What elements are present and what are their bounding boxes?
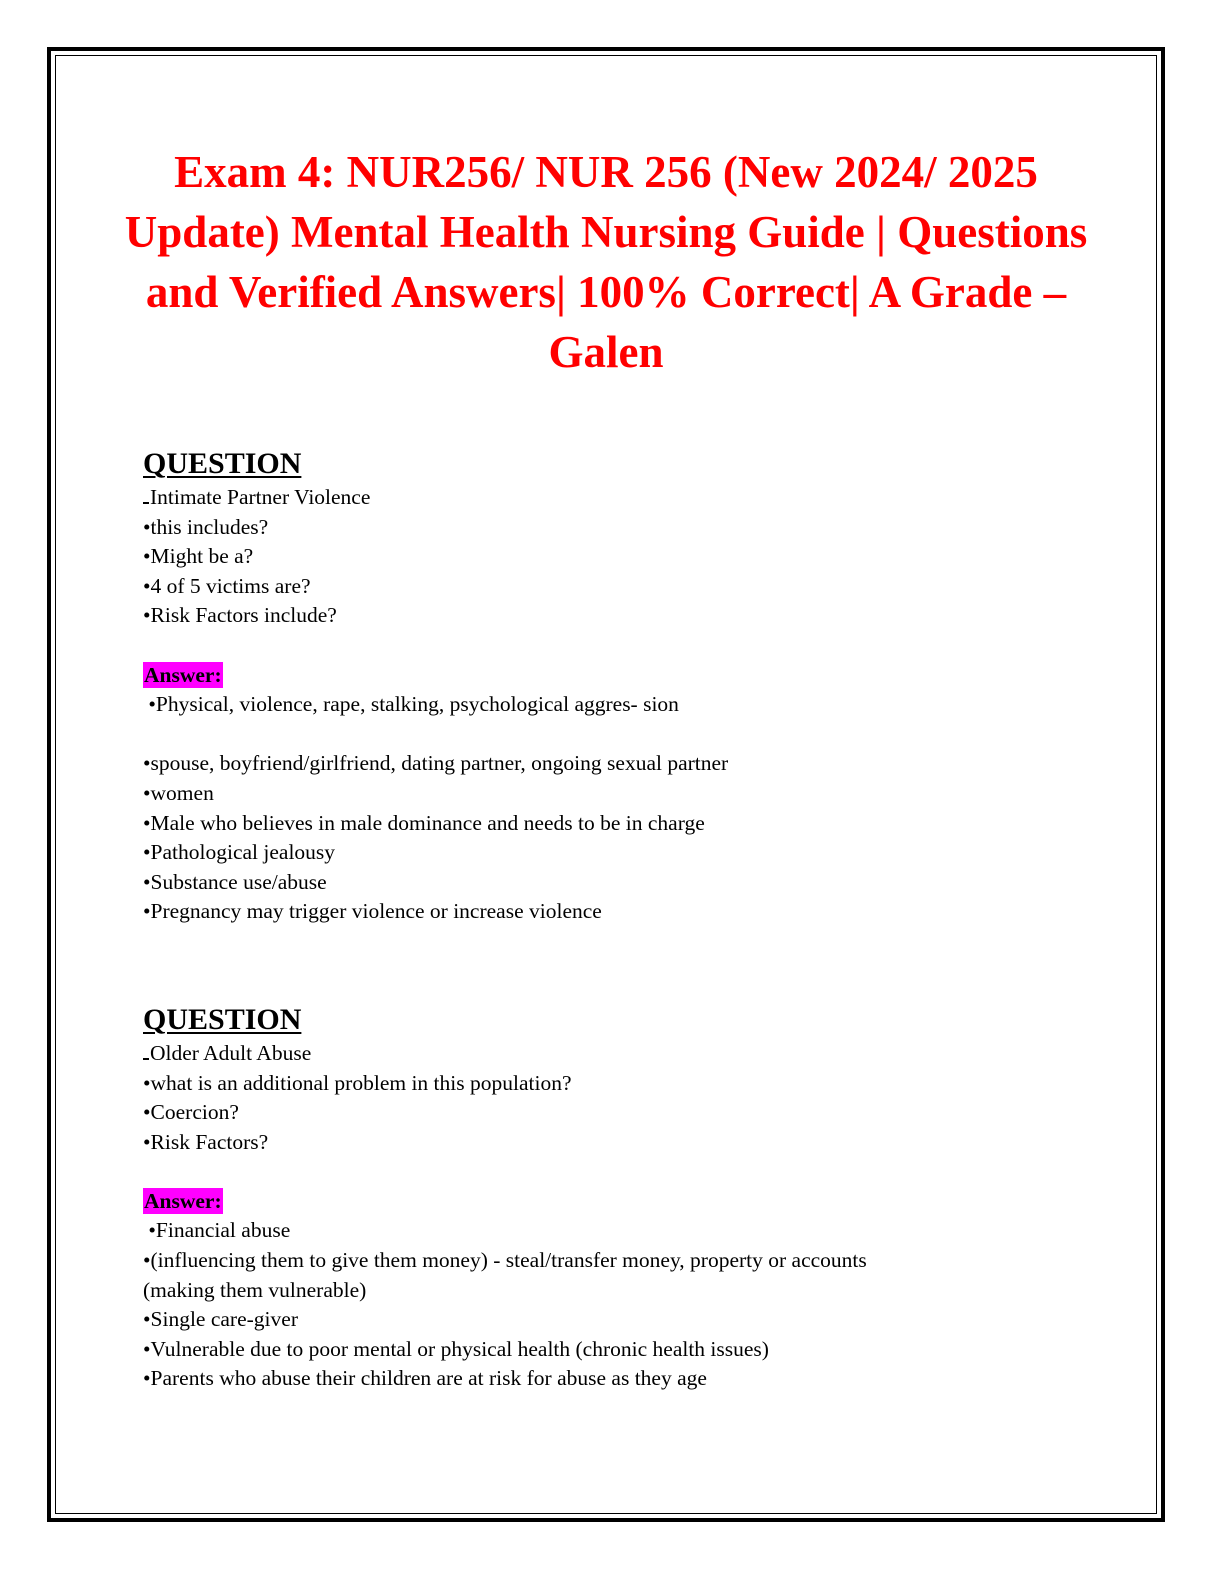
- question-topic: [143, 483, 1043, 513]
- document-title: Exam 4: NUR256/ NUR 256 (New 2024/ 2025 Update) Mental Health Nursing Guide | Questions and Verified Answers| 100% Correct| A Grade – Galen: [124, 147, 1088, 377]
- question-heading: QUESTION: [143, 1002, 302, 1036]
- answer-line: •Male who believes in male dominance and needs to be in charge: [143, 810, 705, 835]
- answer-line: •(influencing them to give them money) - steal/transfer money, property or accounts: [143, 1248, 867, 1273]
- question-heading: QUESTION: [143, 447, 302, 480]
- question-prompt: •what is an additional problem in this population?: [143, 1070, 572, 1095]
- question-topic-text: Older Adult Abuse: [150, 1040, 312, 1065]
- answer-line: •Parents who abuse their children are at risk for abuse as they age: [143, 1366, 707, 1391]
- answer-label: Answer:: [144, 662, 222, 687]
- answer-line: (making them vulnerable): [143, 1277, 367, 1302]
- answer-line: •Financial abuse: [143, 1218, 291, 1243]
- answer-line: •Single care-giver: [143, 1307, 298, 1332]
- answer-label-row: [143, 1187, 1043, 1217]
- question-prompt: •Risk Factors?: [143, 1129, 269, 1154]
- document-body: [143, 445, 1043, 1394]
- question-prompt: •Coercion?: [143, 1100, 239, 1125]
- answer-line: •spouse, boyfriend/girlfriend, dating partner, ongoing sexual partner: [143, 751, 729, 776]
- question-block-1: [143, 445, 1043, 927]
- answer-line: •Pathological jealousy: [143, 840, 336, 865]
- topic-underline-mark: [143, 1058, 149, 1060]
- question-topic: [143, 1039, 1043, 1069]
- question-prompt: •4 of 5 victims are?: [143, 573, 311, 598]
- question-prompt: •Might be a?: [143, 544, 254, 569]
- answer-line: •Pregnancy may trigger violence or increase violence: [143, 899, 602, 924]
- topic-underline-mark: [143, 502, 149, 504]
- answer-label: Answer:: [144, 1188, 222, 1213]
- answer-line: •women: [143, 780, 214, 805]
- answer-line: •Physical, violence, rape, stalking, psychological aggres- sion: [143, 692, 679, 717]
- question-topic-text: Intimate Partner Violence: [150, 485, 371, 509]
- question-block-2: [143, 1001, 1043, 1394]
- question-prompt: •this includes?: [143, 514, 269, 539]
- answer-line: •Vulnerable due to poor mental or physical health (chronic health issues): [143, 1336, 769, 1361]
- answer-line: •Substance use/abuse: [143, 869, 327, 894]
- question-prompt: •Risk Factors include?: [143, 603, 337, 628]
- answer-label-row: [143, 661, 1043, 691]
